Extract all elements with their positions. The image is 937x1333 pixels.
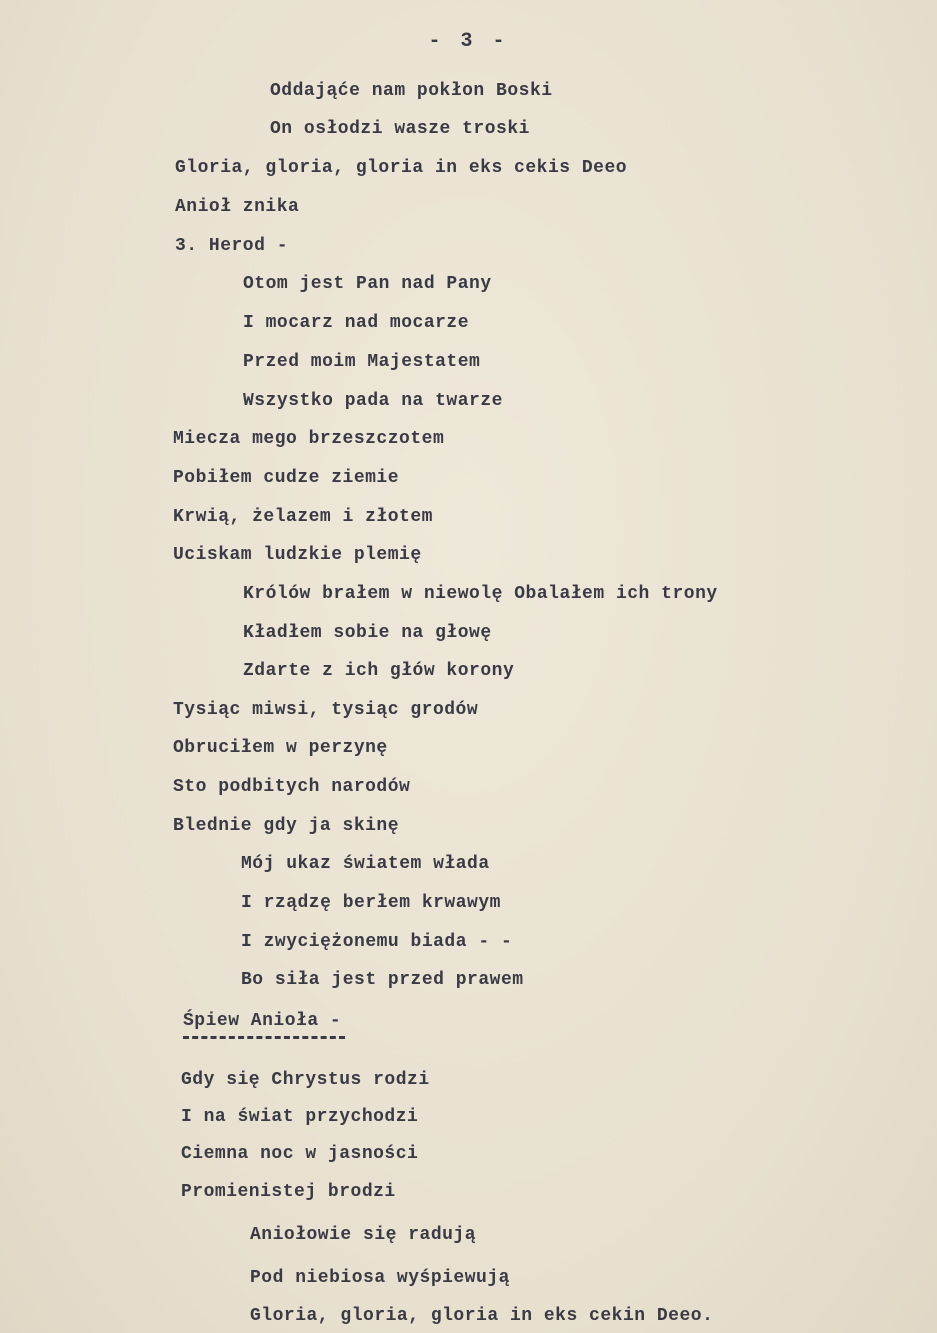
text-line: Gdy się Chrystus rodzi	[181, 1070, 430, 1090]
text-line: Ciemna noc w jasności	[181, 1144, 419, 1164]
text-line: Miecza mego brzeszczotem	[173, 429, 445, 449]
page-number: - 3 -	[428, 30, 509, 53]
text-line: Zdarte z ich głów korony	[243, 661, 515, 681]
text-line: Królów brałem w niewolę Obalałem ich trony	[243, 584, 718, 604]
text-line: Aniołowie się radują	[250, 1225, 477, 1245]
text-line: Krwią, żelazem i złotem	[173, 507, 433, 527]
text-line: Bo siła jest przed prawem	[241, 970, 524, 990]
text-line: Gloria, gloria, gloria in eks cekin Deeo.	[250, 1306, 714, 1326]
text-line: Otom jest Pan nad Pany	[243, 274, 492, 294]
text-line: Anioł znika	[175, 197, 300, 217]
text-line: Pobiłem cudze ziemie	[173, 468, 400, 488]
heading-underline	[183, 1036, 345, 1039]
text-line: Blednie gdy ja skinę	[173, 816, 400, 836]
text-line: On osłodzi wasze troski	[270, 119, 530, 139]
text-line: Promienistej brodzi	[181, 1182, 396, 1202]
text-line: Mój ukaz światem włada	[241, 854, 490, 874]
text-line: Kładłem sobie na głowę	[243, 623, 492, 643]
text-line: I mocarz nad mocarze	[243, 313, 470, 333]
text-line: Przed moim Majestatem	[243, 352, 481, 372]
text-line: I zwyciężonemu biada - -	[241, 932, 513, 952]
section-heading: Śpiew Anioła -	[183, 1011, 342, 1031]
text-line: Wszystko pada na twarze	[243, 391, 503, 411]
section-heading: 3. Herod -	[175, 236, 289, 256]
text-line: Obruciłem w perzynę	[173, 738, 388, 758]
text-line: Oddająće nam pokłon Boski	[270, 81, 553, 101]
text-line: I rządzę berłem krwawym	[241, 893, 501, 913]
text-line: Tysiąc miwsi, tysiąc grodów	[173, 700, 479, 720]
text-line: Uciskam ludzkie plemię	[173, 545, 422, 565]
text-line: Sto podbitych narodów	[173, 777, 411, 797]
text-line: I na świat przychodzi	[181, 1107, 419, 1127]
text-line: Pod niebiosa wyśpiewują	[250, 1268, 510, 1288]
text-line: Gloria, gloria, gloria in eks cekis Deeo	[175, 158, 628, 178]
